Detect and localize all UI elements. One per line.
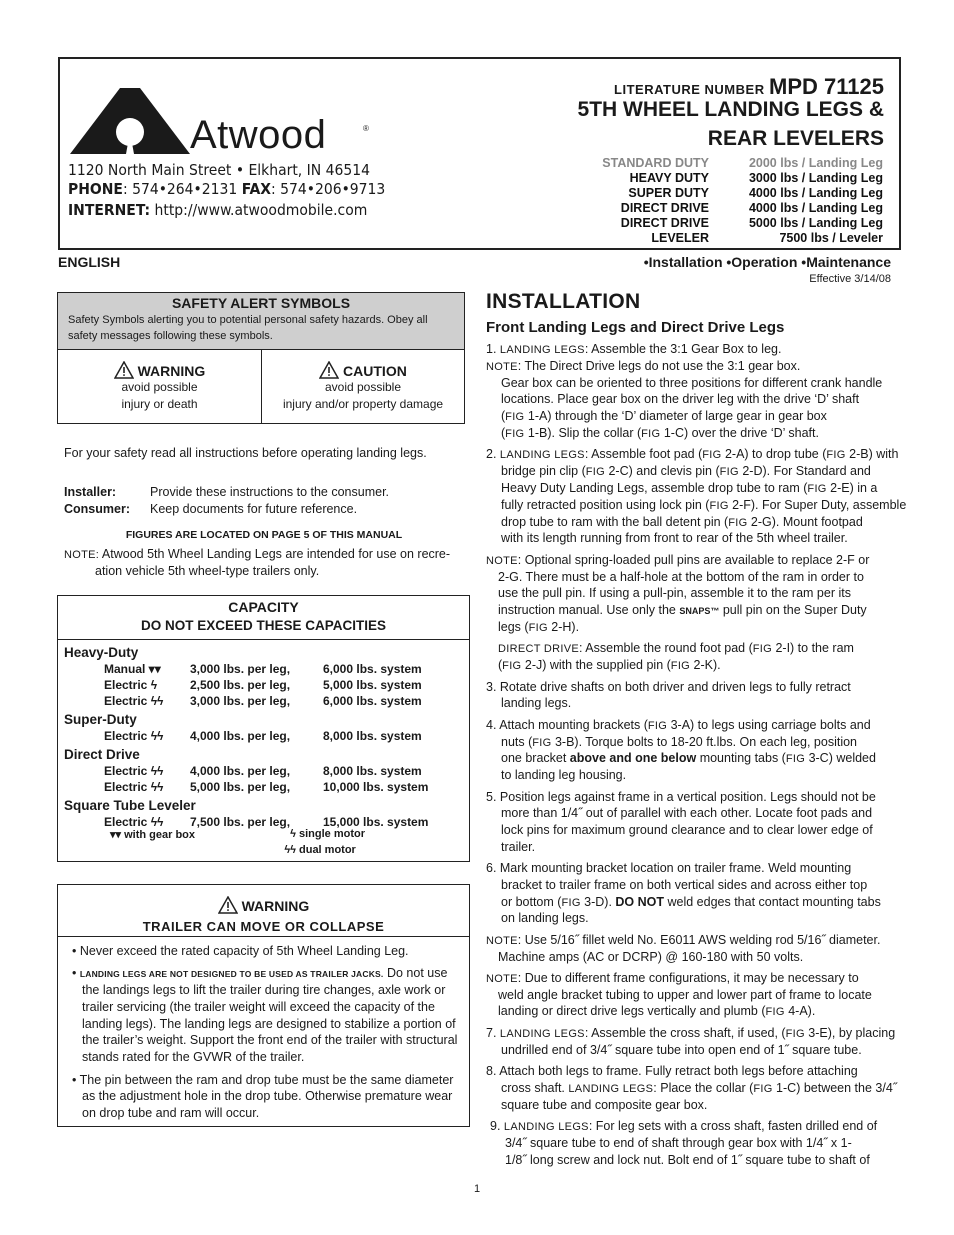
installation-line: DIRECT DRIVE: Assemble the round foot pad (FIG 2-I) to the ram [498, 641, 854, 655]
capacity-per-leg: 5,000 lbs. per leg, [190, 780, 291, 794]
note-label: NOTE: [64, 549, 100, 561]
warning-triangle-icon [218, 896, 238, 914]
installation-line: (FIG 2-J) with the supplied pin (FIG 2-K). [498, 658, 721, 672]
installation-line: landing legs. [501, 696, 572, 710]
warning-bullet-2-text: Do not use [383, 966, 448, 980]
warning-bullet-3-line2: as the adjustment hole in the drop tube. Otherwise premature wear [82, 1089, 453, 1103]
intro-note-line2: ation vehicle 5th wheel-type trailers only. [95, 564, 320, 578]
warning-bullet-2-line2: the landings legs to lift the trailer during tire changes, axle work or [82, 983, 446, 997]
capacity-system: 6,000 lbs. system [323, 662, 422, 676]
safety-alert-header [58, 293, 464, 350]
atwood-logo-icon [70, 88, 190, 154]
warning-bullet-2-caps: LANDING LEGS ARE NOT DESIGNED TO BE USED AS TRAILER JACKS. [79, 969, 384, 979]
spec-rating: 4000 lbs / Landing Leg [748, 201, 883, 215]
installation-line: weld angle bracket tubing to upper and lower part of frame to locate [498, 988, 872, 1002]
capacity-system: 8,000 lbs. system [323, 729, 422, 743]
literature-number: MPD 71125 [769, 74, 884, 99]
installation-line: Heavy Duty Landing Legs, assemble drop tube to ram (FIG 2-E) in a [501, 481, 878, 495]
intro-note-line1 [64, 547, 450, 561]
caution-title: CAUTION [343, 363, 407, 379]
caution-text2: injury and/or property damage [282, 397, 444, 411]
installation-line: lock pins for maximum ground clearance and to clear lower edge of [501, 823, 873, 837]
warning-bullet-1: • Never exceed the rated capacity of 5th Wheel Landing Leg. [72, 944, 409, 958]
capacity-group-name: Direct Drive [64, 747, 140, 762]
intro-note-text1: Atwood 5th Wheel Landing Legs are intended for use on recre- [99, 547, 451, 561]
phone-label: PHONE [68, 180, 123, 198]
installation-line: one bracket above and one below mounting tabs (FIG 3-C) welded [501, 751, 876, 765]
capacity-per-leg: 2,500 lbs. per leg, [190, 678, 291, 692]
internet-line [68, 201, 367, 219]
capacity-subtitle: DO NOT EXCEED THESE CAPACITIES [140, 618, 387, 633]
installation-line: more than 1/4˝ out of parallel with each other. Locate foot pads and [501, 806, 873, 820]
safety-alert-title: SAFETY ALERT SYMBOLS [171, 295, 351, 311]
installation-subheading: Front Landing Legs and Direct Drive Legs [486, 319, 785, 336]
trailer-warning-title: WARNING [241, 898, 310, 914]
installation-line: bracket to trailer frame on both vertical sides and across either top [501, 878, 868, 892]
spec-table [483, 156, 883, 248]
trailer-warning-subtitle: TRAILER CAN MOVE OR COLLAPSE [142, 919, 385, 934]
installation-line: 6. Mark mounting bracket location on trailer frame. Weld mounting [486, 861, 852, 875]
effective-date: Effective 3/14/08 [809, 273, 891, 285]
capacity-group-name: Super-Duty [64, 712, 137, 727]
brand-name: Atwood [190, 113, 327, 157]
capacity-type: Electric ϟϟ [104, 780, 164, 794]
installation-line: 1/8˝ long screw and lock nut. Bolt end of 1˝ square tube to shaft of [505, 1153, 870, 1167]
capacity-system: 10,000 lbs. system [323, 780, 429, 794]
capacity-per-leg: 4,000 lbs. per leg, [190, 764, 291, 778]
page-number: 1 [473, 1183, 481, 1195]
warning-text1: avoid possible [121, 380, 198, 394]
legend-gear: ▾▾ with gear box [110, 829, 195, 841]
spec-type: DIRECT DRIVE [620, 216, 709, 230]
installation-line: use the pull pin. If using a pull-pin, assemble it to the ram per its [498, 586, 851, 600]
spec-rating: 5000 lbs / Landing Leg [748, 216, 883, 230]
safety-alert-box [57, 292, 465, 424]
capacity-system: 8,000 lbs. system [323, 764, 422, 778]
installation-line: (FIG 1-A) through the ‘D’ diameter of large gear in gear box [501, 409, 827, 423]
installation-line: NOTE: Optional spring-loaded pull pins are available to replace 2-F or [486, 553, 870, 567]
warning-bullet-2-line4: landing legs). The landing legs are designed to stabilize a portion of [82, 1017, 456, 1031]
warning-text2: injury or death [121, 397, 198, 411]
legend-dual-symbol: ϟϟ [284, 844, 296, 856]
warning-cell [58, 349, 262, 423]
spec-rating: 3000 lbs / Landing Leg [748, 171, 883, 185]
installer-text: Provide these instructions to the consumer. [150, 485, 390, 499]
capacity-title: CAPACITY [228, 599, 299, 615]
installation-line: landing or direct drive legs vertically and plumb (FIG 4-A). [498, 1004, 816, 1018]
phone-number: : 574•264•2131 [122, 180, 238, 198]
installation-line: 3. Rotate drive shafts on both driver and driven legs to fully retract [486, 680, 851, 694]
capacity-type: Electric ϟ [104, 678, 158, 692]
capacity-per-leg: 3,000 lbs. per leg, [190, 662, 291, 676]
capacity-type: Electric ϟϟ [104, 694, 164, 708]
phone-line [68, 180, 385, 198]
spec-rating: 4000 lbs / Landing Leg [748, 186, 883, 200]
installation-line: fully retracted position using lock pin (FIG 2-F). For Super Duty, assemble [501, 498, 907, 512]
installer-label: Installer: [64, 485, 117, 499]
installation-line: 1. LANDING LEGS: Assemble the 3:1 Gear Box to leg. [486, 342, 782, 356]
installation-line: 5. Position legs against frame in a vertical position. Legs should not be [486, 790, 876, 804]
installation-line: NOTE: The Direct Drive legs do not use the 3:1 gear box. [486, 359, 801, 373]
internet-label: INTERNET: [68, 201, 151, 219]
capacity-system: 5,000 lbs. system [323, 678, 422, 692]
installation-line: or bottom (FIG 3-D). DO NOT weld edges that contact mounting tabs [501, 895, 881, 909]
installation-line: bridge pin clip (FIG 2-C) and clevis pin (FIG 2-D). For Standard and [501, 464, 871, 478]
capacity-box [57, 595, 470, 862]
capacity-group-name: Square Tube Leveler [64, 798, 196, 813]
installation-line: instruction manual. Use only the SNAPS™ pull pin on the Super Duty [498, 603, 867, 617]
capacity-group-name: Heavy-Duty [64, 645, 139, 660]
installation-line: Machine amps (AC or DCRP) @ 160-180 with 50 volts. [498, 950, 804, 964]
doc-title-line1: 5TH WHEEL LANDING LEGS & [577, 98, 884, 121]
warning-bullet-2-line1: • LANDING LEGS ARE NOT DESIGNED TO BE USED AS TRAILER JACKS. Do not use [72, 966, 448, 980]
fax-number: : 574•206•9713 [271, 180, 386, 198]
caution-heading [262, 361, 464, 379]
installation-line: 2-G. There must be a half-hole at the bottom of the ram in order to [498, 570, 864, 584]
internet-url: http://www.atwoodmobile.com [154, 201, 368, 219]
legend-dual: dual motor [299, 844, 356, 856]
language-label: ENGLISH [58, 254, 121, 270]
figures-notice: FIGURES ARE LOCATED ON PAGE 5 OF THIS MANUAL [125, 529, 403, 541]
spec-type: LEVELER [651, 231, 709, 245]
caution-text1: avoid possible [324, 380, 402, 394]
installation-line: trailer. [501, 840, 536, 854]
capacity-type: Manual ▾▾ [104, 662, 161, 676]
trailer-warning-divider [58, 936, 469, 937]
installation-line: undrilled end of 3/4˝ square tube into open end of 1˝ square tube. [501, 1043, 862, 1057]
warning-bullet-3-line1: • The pin between the ram and drop tube must be the same diameter [72, 1073, 454, 1087]
capacity-per-leg: 3,000 lbs. per leg, [190, 694, 291, 708]
installation-line: 8. Attach both legs to frame. Fully retract both legs before attaching [486, 1064, 858, 1078]
legend-single-symbol: ϟ [290, 828, 296, 840]
warning-bullet-3-line3: on drop tube and ram will occur. [82, 1106, 260, 1120]
spec-type: SUPER DUTY [628, 186, 709, 200]
installation-line: cross shaft. LANDING LEGS: Place the collar (FIG 1-C) between the 3/4˝ [501, 1081, 897, 1095]
installation-line: Gear box can be oriented to three positions for different crank handle [501, 376, 883, 390]
trailer-warning-box [57, 884, 470, 1127]
installation-line: on landing legs. [501, 911, 589, 925]
capacity-system: 6,000 lbs. system [323, 694, 422, 708]
capacity-per-leg: 4,000 lbs. per leg, [190, 729, 291, 743]
installation-line: 9. LANDING LEGS: For leg sets with a cross shaft, fasten drilled end of [490, 1119, 878, 1133]
capacity-system: 15,000 lbs. system [323, 815, 429, 829]
spec-type: HEAVY DUTY [629, 171, 709, 185]
literature-label: LITERATURE NUMBER [614, 82, 765, 97]
registered-mark: ® [363, 124, 369, 133]
capacity-type: Electric ϟϟ [104, 764, 164, 778]
installation-line: 4. Attach mounting brackets (FIG 3-A) to legs using carriage bolts and [486, 718, 871, 732]
trailer-warning-heading [58, 896, 469, 914]
warning-bullet-2-line6: stands rated for the GVWR of the trailer. [82, 1050, 305, 1064]
literature-number-line [614, 74, 884, 100]
capacity-divider [58, 639, 469, 640]
installation-line: 3/4˝ square tube to end of shaft through gear box with 1/4˝ x 1- [505, 1136, 852, 1150]
installation-heading: INSTALLATION [486, 290, 641, 313]
spec-rating: 2000 lbs / Landing Leg [748, 156, 883, 170]
sections-label: •Installation •Operation •Maintenance [643, 254, 891, 270]
consumer-label: Consumer: [64, 502, 130, 516]
capacity-per-leg: 7,500 lbs. per leg, [190, 815, 291, 829]
installation-line: to landing leg housing. [501, 768, 627, 782]
warning-title: WARNING [137, 363, 206, 379]
doc-title-line2: REAR LEVELERS [707, 127, 884, 150]
address: 1120 North Main Street • Elkhart, IN 46514 [68, 161, 370, 179]
installation-line: 7. LANDING LEGS: Assemble the cross shaft, if used, (FIG 3-E), by placing [486, 1026, 896, 1040]
safety-alert-desc: Safety Symbols alerting you to potential personal safety hazards. Obey all safety messages following these symbols. [68, 314, 428, 342]
capacity-type: Electric ϟϟ [104, 815, 164, 829]
spec-type: DIRECT DRIVE [620, 201, 709, 215]
fax-label: FAX [241, 180, 271, 198]
installation-line: (FIG 1-B). Slip the collar (FIG 1-C) over the drive ‘D’ shaft. [501, 426, 819, 440]
caution-cell [262, 349, 464, 423]
capacity-type: Electric ϟϟ [104, 729, 164, 743]
warning-heading [58, 361, 261, 379]
installation-line: with its length running from front to rear of the 5th wheel trailer. [501, 531, 848, 545]
installation-line: nuts (FIG 3-B). Torque bolts to 18-20 ft.lbs. On each leg, position [501, 735, 857, 749]
warning-triangle-icon [114, 361, 134, 379]
installation-line: 2. LANDING LEGS: Assemble foot pad (FIG 2-A) to drop tube (FIG 2-B) with [486, 447, 899, 461]
warning-bullet-2-line5: the trailer’s weight. Support the front end of the trailer with structural [82, 1033, 458, 1047]
caution-triangle-icon [319, 361, 339, 379]
installation-line: square tube and composite gear box. [501, 1098, 708, 1112]
legend-single: single motor [299, 828, 366, 840]
installation-line: legs (FIG 2-H). [498, 620, 580, 634]
spec-type: STANDARD DUTY [602, 156, 709, 170]
installation-line: locations. Place gear box on the driver leg with the drive ‘D’ shaft [501, 392, 860, 406]
installation-line: NOTE: Due to different frame configurations, it may be necessary to [486, 971, 859, 985]
spec-rating: 7500 lbs / Leveler [779, 231, 883, 245]
consumer-text: Keep documents for future reference. [150, 502, 358, 516]
safety-read-notice: For your safety read all instructions before operating landing legs. [64, 446, 427, 460]
installation-line: drop tube to ram with the ball detent pin (FIG 2-G). Mount footpad [501, 515, 863, 529]
warning-bullet-2-line3: trailer servicing (the trailer weight will exceed the capacity of the [82, 1000, 435, 1014]
installation-line: NOTE: Use 5/16˝ fillet weld No. E6011 AWS welding rod 5/16˝ diameter. [486, 933, 881, 947]
